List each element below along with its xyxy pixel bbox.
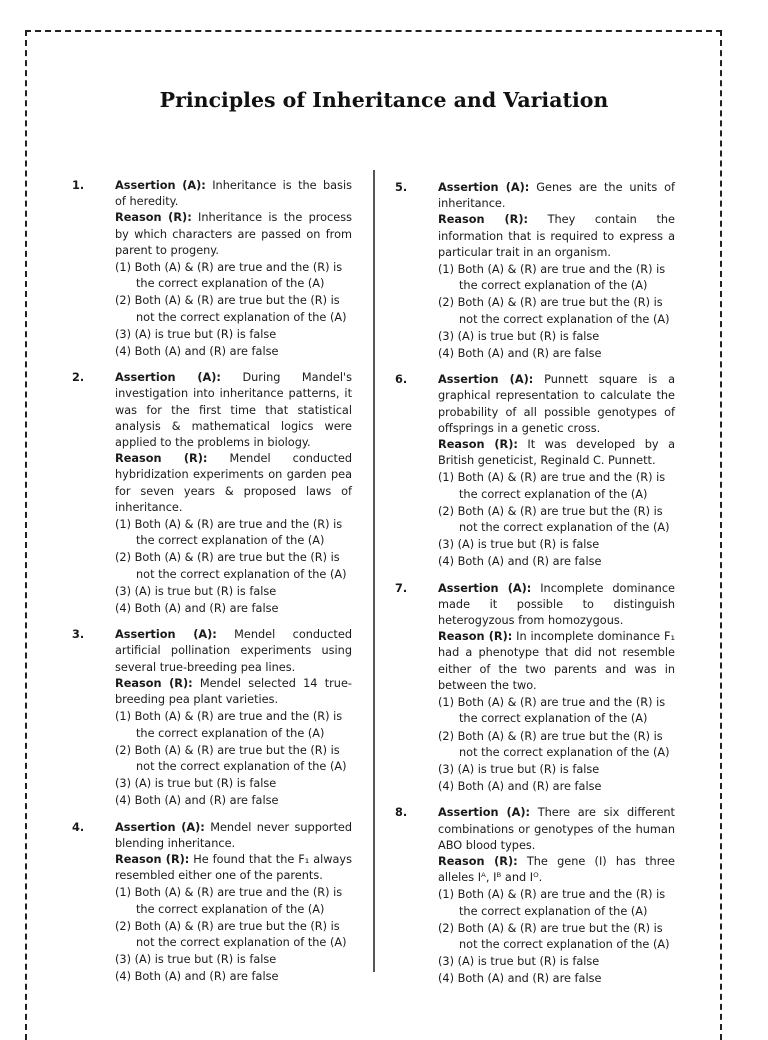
reason-body: Mendel selected 14 true-breeding pea plant varieties. <box>115 676 352 707</box>
option-1[interactable]: ( 1 ) Both (A) & (R) are true and the (R) is the correct explanation of the (A) <box>115 885 352 917</box>
option-1[interactable]: ( 1 ) Both (A) & (R) are true and the (R) is the correct explanation of the (A) <box>115 517 352 549</box>
reason-body: He found that the F₁ always resembled either one of the parents. <box>115 852 352 883</box>
option-4[interactable]: ( 4 ) Both (A) and (R) are false <box>438 346 675 362</box>
question-2 <box>72 370 352 617</box>
option-4[interactable]: ( 4 ) Both (A) and (R) are false <box>438 554 675 570</box>
assertion-body: Incomplete dominance made it possible to distinguish heterogyzous from homozygous. <box>438 581 675 628</box>
option-3[interactable]: ( 3 ) (A) is true but (R) is false <box>115 952 352 968</box>
assertion-body: Mendel conducted artificial pollination experiments using several true-breeding pea lines. <box>115 628 352 674</box>
assertion-body: There are six different combinations or genotypes of the human ABO blood types. <box>438 806 675 852</box>
question-number: 8 . <box>395 805 407 821</box>
reason-body: The gene (I) has three alleles Iᴬ, Iᴮ and Iᴼ. <box>438 854 675 885</box>
options-list <box>115 517 352 617</box>
reason-text <box>115 676 352 708</box>
options-list <box>438 470 675 570</box>
assertion-body: Inheritance is the basis of heredity. <box>115 179 352 209</box>
assertion-text <box>115 627 352 676</box>
options-list <box>438 695 675 795</box>
reason-text <box>438 854 675 886</box>
assertion-body: Genes are the units of inheritance. <box>438 181 675 211</box>
option-4[interactable]: ( 4 ) Both (A) and (R) are false <box>115 969 352 985</box>
reason-label: Reason (R): <box>438 630 513 644</box>
reason-body: Inheritance is the process by which characters are passed on from parent to progeny. <box>115 211 352 257</box>
assertion-label: Assertion (A): <box>115 179 206 192</box>
assertion-label: Assertion (A): <box>438 581 532 595</box>
assertion-label: Assertion (A): <box>438 806 531 820</box>
reason-body: In incomplete dominance F₁ had a phenotype that did not resemble either of the two parents and was in between the two. <box>438 630 675 692</box>
option-3[interactable]: ( 3 ) (A) is true but (R) is false <box>438 762 675 778</box>
reason-label: Reason (R): <box>115 452 208 466</box>
option-3[interactable]: ( 3 ) (A) is true but (R) is false <box>438 537 675 553</box>
assertion-text <box>115 370 352 451</box>
option-3[interactable]: ( 3 ) (A) is true but (R) is false <box>115 776 352 792</box>
left-column <box>72 178 352 986</box>
assertion-body: Mendel never supported blending inheritance. <box>115 820 352 850</box>
assertion-text <box>438 180 675 212</box>
options-list <box>115 260 352 360</box>
reason-text <box>115 210 352 259</box>
question-7 <box>395 581 675 796</box>
reason-text <box>115 852 352 884</box>
reason-text <box>438 212 675 261</box>
option-4[interactable]: ( 4 ) Both (A) and (R) are false <box>115 793 352 809</box>
option-4[interactable]: ( 4 ) Both (A) and (R) are false <box>438 971 675 987</box>
reason-text <box>438 629 675 694</box>
options-list <box>438 262 675 362</box>
option-2[interactable]: ( 2 ) Both (A) & (R) are true but the (R) is not the correct explanation of the (A) <box>438 295 675 327</box>
option-2[interactable]: ( 2 ) Both (A) & (R) are true but the (R) is not the correct explanation of the (A) <box>115 919 352 951</box>
options-list <box>115 885 352 985</box>
option-1[interactable]: ( 1 ) Both (A) & (R) are true and the (R) is the correct explanation of the (A) <box>115 260 352 292</box>
reason-label: Reason (R): <box>438 213 528 227</box>
question-5 <box>395 180 675 362</box>
option-4[interactable]: ( 4 ) Both (A) and (R) are false <box>438 779 675 795</box>
option-2[interactable]: ( 2 ) Both (A) & (R) are true but the (R) is not the correct explanation of the (A) <box>115 550 352 582</box>
reason-text <box>438 437 675 469</box>
option-3[interactable]: ( 3 ) (A) is true but (R) is false <box>438 329 675 345</box>
option-1[interactable]: ( 1 ) Both (A) & (R) are true and the (R) is the correct explanation of the (A) <box>115 709 352 741</box>
option-2[interactable]: ( 2 ) Both (A) & (R) are true but the (R) is not the correct explanation of the (A) <box>115 293 352 325</box>
assertion-text <box>438 805 675 854</box>
column-divider <box>373 170 375 972</box>
question-1 <box>72 178 352 360</box>
option-3[interactable]: ( 3 ) (A) is true but (R) is false <box>115 327 352 343</box>
options-list <box>115 709 352 809</box>
assertion-label: Assertion (A): <box>115 820 205 834</box>
reason-label: Reason (R): <box>115 211 192 225</box>
assertion-label: Assertion (A): <box>438 181 530 194</box>
reason-body: It was developed by a British geneticist, Reginald C. Punnett. <box>438 438 675 468</box>
option-3[interactable]: ( 3 ) (A) is true but (R) is false <box>438 954 675 970</box>
option-2[interactable]: ( 2 ) Both (A) & (R) are true but the (R) is not the correct explanation of the (A) <box>115 743 352 775</box>
assertion-text <box>438 372 675 437</box>
question-3 <box>72 627 352 809</box>
options-list <box>438 887 675 987</box>
assertion-text <box>438 581 675 630</box>
option-1[interactable]: ( 1 ) Both (A) & (R) are true and the (R) is the correct explanation of the (A) <box>438 470 675 502</box>
option-4[interactable]: ( 4 ) Both (A) and (R) are false <box>115 344 352 360</box>
question-4 <box>72 820 352 986</box>
assertion-label: Assertion (A): <box>115 371 221 385</box>
option-1[interactable]: ( 1 ) Both (A) & (R) are true and the (R) is the correct explanation of the (A) <box>438 262 675 294</box>
reason-label: Reason (R): <box>115 676 193 690</box>
option-2[interactable]: ( 2 ) Both (A) & (R) are true but the (R) is not the correct explanation of the (A) <box>438 921 675 953</box>
assertion-text <box>115 178 352 210</box>
assertion-body: Punnett square is a graphical representation to calculate the probability of all possible genotypes of offsprings in a genetic cross. <box>438 373 676 435</box>
option-1[interactable]: ( 1 ) Both (A) & (R) are true and the (R) is the correct explanation of the (A) <box>438 887 675 919</box>
question-6 <box>395 372 675 570</box>
question-8 <box>395 805 675 987</box>
reason-body: Mendel conducted hybridization experiments on garden pea for seven years & proposed laws of inheritance. <box>115 452 352 514</box>
right-column <box>395 180 675 988</box>
option-2[interactable]: ( 2 ) Both (A) & (R) are true but the (R) is not the correct explanation of the (A) <box>438 729 675 761</box>
assertion-label: Assertion (A): <box>438 373 534 387</box>
page-title: Principles of Inheritance and Variation <box>159 88 609 112</box>
reason-body: They contain the information that is required to express a particular trait in an organism. <box>438 213 675 259</box>
question-number: 2 . <box>72 370 84 386</box>
question-number: 7 . <box>395 581 407 597</box>
option-1[interactable]: ( 1 ) Both (A) & (R) are true and the (R) is the correct explanation of the (A) <box>438 695 675 727</box>
option-3[interactable]: ( 3 ) (A) is true but (R) is false <box>115 584 352 600</box>
reason-label: Reason (R): <box>438 438 518 452</box>
assertion-label: Assertion (A): <box>115 628 217 642</box>
question-number: 4 . <box>72 820 84 836</box>
option-2[interactable]: ( 2 ) Both (A) & (R) are true but the (R) is not the correct explanation of the (A) <box>438 504 675 536</box>
reason-text <box>115 451 352 516</box>
option-4[interactable]: ( 4 ) Both (A) and (R) are false <box>115 601 352 617</box>
question-number: 5 . <box>395 180 407 196</box>
reason-label: Reason (R): <box>115 852 190 866</box>
reason-label: Reason (R): <box>438 854 518 868</box>
assertion-text <box>115 820 352 852</box>
assertion-body: During Mandel's investigation into inheritance patterns, it was for the first time that statistical analysis & mathematical logics were applied to the problems in biology. <box>115 371 352 450</box>
question-number: 6 . <box>395 372 407 388</box>
question-number: 1 . <box>72 178 84 194</box>
question-number: 3 . <box>72 627 84 643</box>
